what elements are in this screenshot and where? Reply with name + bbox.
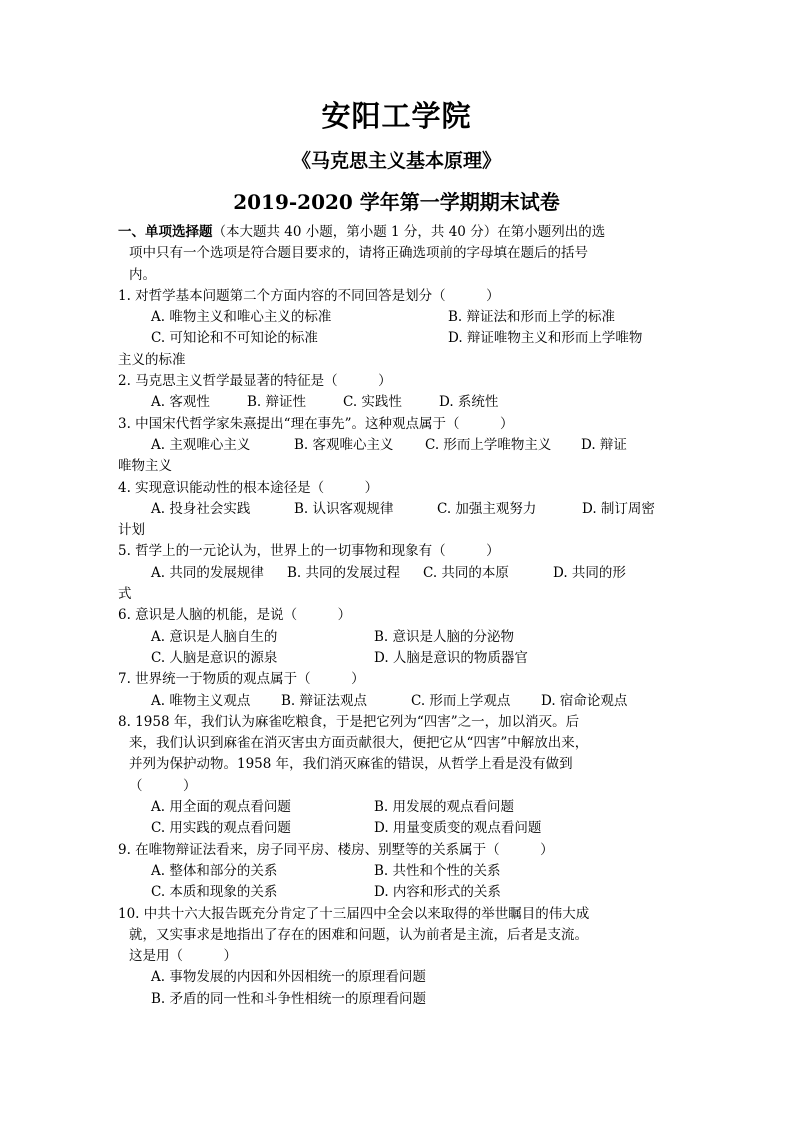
question-6-stem: 6. 意识是人脑的机能，是说（ ）: [118, 607, 352, 624]
question-4-option-d: D. 制订周密: [582, 500, 655, 517]
question-2-options: [118, 392, 678, 413]
question-7-stem: 7. 世界统一于物质的观点属于（ ）: [118, 671, 365, 688]
question-9-options-row-2: [118, 882, 678, 903]
course-title: 《马克思主义基本原理》: [291, 150, 501, 172]
instructions-text-2: 项中只有一个选项是符合题目要求的，请将正确选项前的字母填在题后的括号: [129, 245, 588, 262]
question-3-option-c: C. 形而上学唯物主义: [425, 436, 552, 453]
section-instructions: [118, 222, 678, 243]
question-8-option-b: B. 用发展的观点看问题: [374, 799, 515, 816]
question-6-option-b: B. 意识是人脑的分泌物: [374, 628, 515, 645]
question-5-option-c: C. 共同的本原: [423, 564, 509, 581]
question-1-option-d-cont: 主义的标准: [118, 351, 186, 368]
question-7-option-c: C. 形而上学观点: [411, 692, 511, 709]
question-6-options-row-2: [118, 648, 678, 669]
question-5-option-d-cont: 式: [118, 586, 132, 603]
question-9-option-a: A. 整体和部分的关系: [151, 862, 278, 879]
question-1-option-c: C. 可知论和不可知论的标准: [151, 330, 318, 347]
question-3-option-b: B. 客观唯心主义: [294, 436, 394, 453]
question-4-options: [118, 499, 678, 520]
question-4-option-d-cont: 计划: [118, 522, 145, 539]
question-8-stem-1: 8. 1958 年，我们认为麻雀吃粮食，于是把它列为“四害”之一，加以消灭。后: [118, 713, 580, 730]
question-9-options-row-1: [118, 861, 678, 882]
question-6-option-d: D. 人脑是意识的物质器官: [374, 649, 528, 666]
question-8-option-a: A. 用全面的观点看问题: [151, 799, 291, 816]
question-10-option-b-row: [118, 989, 678, 1010]
question-1-option-a: A. 唯物主义和唯心主义的标准: [151, 309, 332, 326]
question-6-option-a: A. 意识是人脑自生的: [151, 628, 278, 645]
question-8-options-row-1: [118, 797, 678, 818]
question-1-options-row-1: [118, 307, 678, 328]
question-9-stem: 9. 在唯物辩证法看来，房子同平房、楼房、别墅等的关系属于（ ）: [118, 841, 554, 858]
question-10-stem-2: 就，又实事求是地指出了存在的困难和问题，认为前者是主流，后者是支流。: [129, 926, 588, 943]
question-2-option-a: A. 客观性: [151, 394, 210, 411]
question-3-stem: 3. 中国宋代哲学家朱熹提出“理在事先”。这种观点属于（ ）: [118, 415, 514, 432]
question-10-option-b: B. 矛盾的同一性和斗争性相统一的原理看问题: [151, 990, 427, 1007]
question-10-stem-3: 这是用（ ）: [129, 948, 237, 965]
question-5-option-a: A. 共同的发展规律: [151, 564, 264, 581]
question-10-stem-1: 10. 中共十六大报告既充分肯定了十三届四中全会以来取得的举世瞩目的伟大成: [118, 905, 590, 922]
question-3-option-a: A. 主观唯心主义: [151, 436, 251, 453]
institution-title: 安阳工学院: [321, 99, 472, 133]
question-8-option-d: D. 用量变质变的观点看问题: [374, 820, 542, 837]
exam-body: [118, 222, 678, 1010]
question-8-option-c: C. 用实践的观点看问题: [151, 820, 291, 837]
question-2-stem: 2. 马克思主义哲学最显著的特征是（ ）: [118, 373, 392, 390]
question-8-stem-4: （ ）: [129, 777, 197, 794]
question-3-option-d-cont: 唯物主义: [118, 458, 172, 475]
question-10-option-a: A. 事物发展的内因和外因相统一的原理看问题: [151, 969, 426, 986]
question-4-option-c: C. 加强主观努力: [437, 500, 537, 517]
question-4-option-b: B. 认识客观规律: [294, 500, 394, 517]
question-6-option-c: C. 人脑是意识的源泉: [151, 649, 278, 666]
question-6-options-row-1: [118, 627, 678, 648]
question-4-option-a: A. 投身社会实践: [151, 500, 251, 517]
question-9-option-d: D. 内容和形式的关系: [374, 884, 501, 901]
instructions-text-3: 内。: [129, 266, 156, 283]
instructions-text-1: （本大题共 40 小题，第小题 1 分，共 40 分）在第小题列出的选: [212, 224, 606, 240]
question-10-option-a-row: [118, 967, 678, 988]
question-9-option-c: C. 本质和现象的关系: [151, 884, 278, 901]
question-8-stem-2: 来，我们认识到麻雀在消灭害虫方面贡献很大，便把它从“四害”中解放出来，: [129, 735, 589, 752]
section-label: 一、单项选择题: [118, 224, 213, 240]
question-7-option-b: B. 辩证法观点: [281, 692, 368, 709]
question-7-option-a: A. 唯物主义观点: [151, 692, 251, 709]
question-2-option-c: C. 实践性: [343, 394, 402, 411]
question-7-option-d: D. 宿命论观点: [541, 692, 628, 709]
question-3-options: [118, 435, 678, 456]
question-5-options: [118, 563, 678, 584]
question-8-stem-3: 并列为保护动物。1958 年，我们消灭麻雀的错误，从哲学上看是没有做到: [129, 756, 573, 773]
question-1-option-b: B. 辩证法和形而上学的标准: [448, 309, 616, 326]
question-1-options-row-2: [118, 328, 678, 349]
question-5-option-b: B. 共同的发展过程: [287, 564, 401, 581]
question-5-stem: 5. 哲学上的一元论认为，世界上的一切事物和现象有（ ）: [118, 543, 500, 560]
question-4-stem: 4. 实现意识能动性的根本途径是（ ）: [118, 479, 379, 496]
term-title: 2019-2020 学年第一学期期末试卷: [233, 190, 560, 214]
question-2-option-d: D. 系统性: [439, 394, 499, 411]
question-7-options: [118, 691, 678, 712]
question-3-option-d: D. 辩证: [581, 436, 627, 453]
question-2-option-b: B. 辩证性: [247, 394, 307, 411]
question-1-option-d: D. 辩证唯物主义和形而上学唯物: [448, 330, 643, 347]
question-8-options-row-2: [118, 818, 678, 839]
question-1-stem: 1. 对哲学基本问题第二个方面内容的不同回答是划分（ ）: [118, 287, 500, 304]
question-5-option-d: D. 共同的形: [553, 564, 626, 581]
question-9-option-b: B. 共性和个性的关系: [374, 862, 501, 879]
